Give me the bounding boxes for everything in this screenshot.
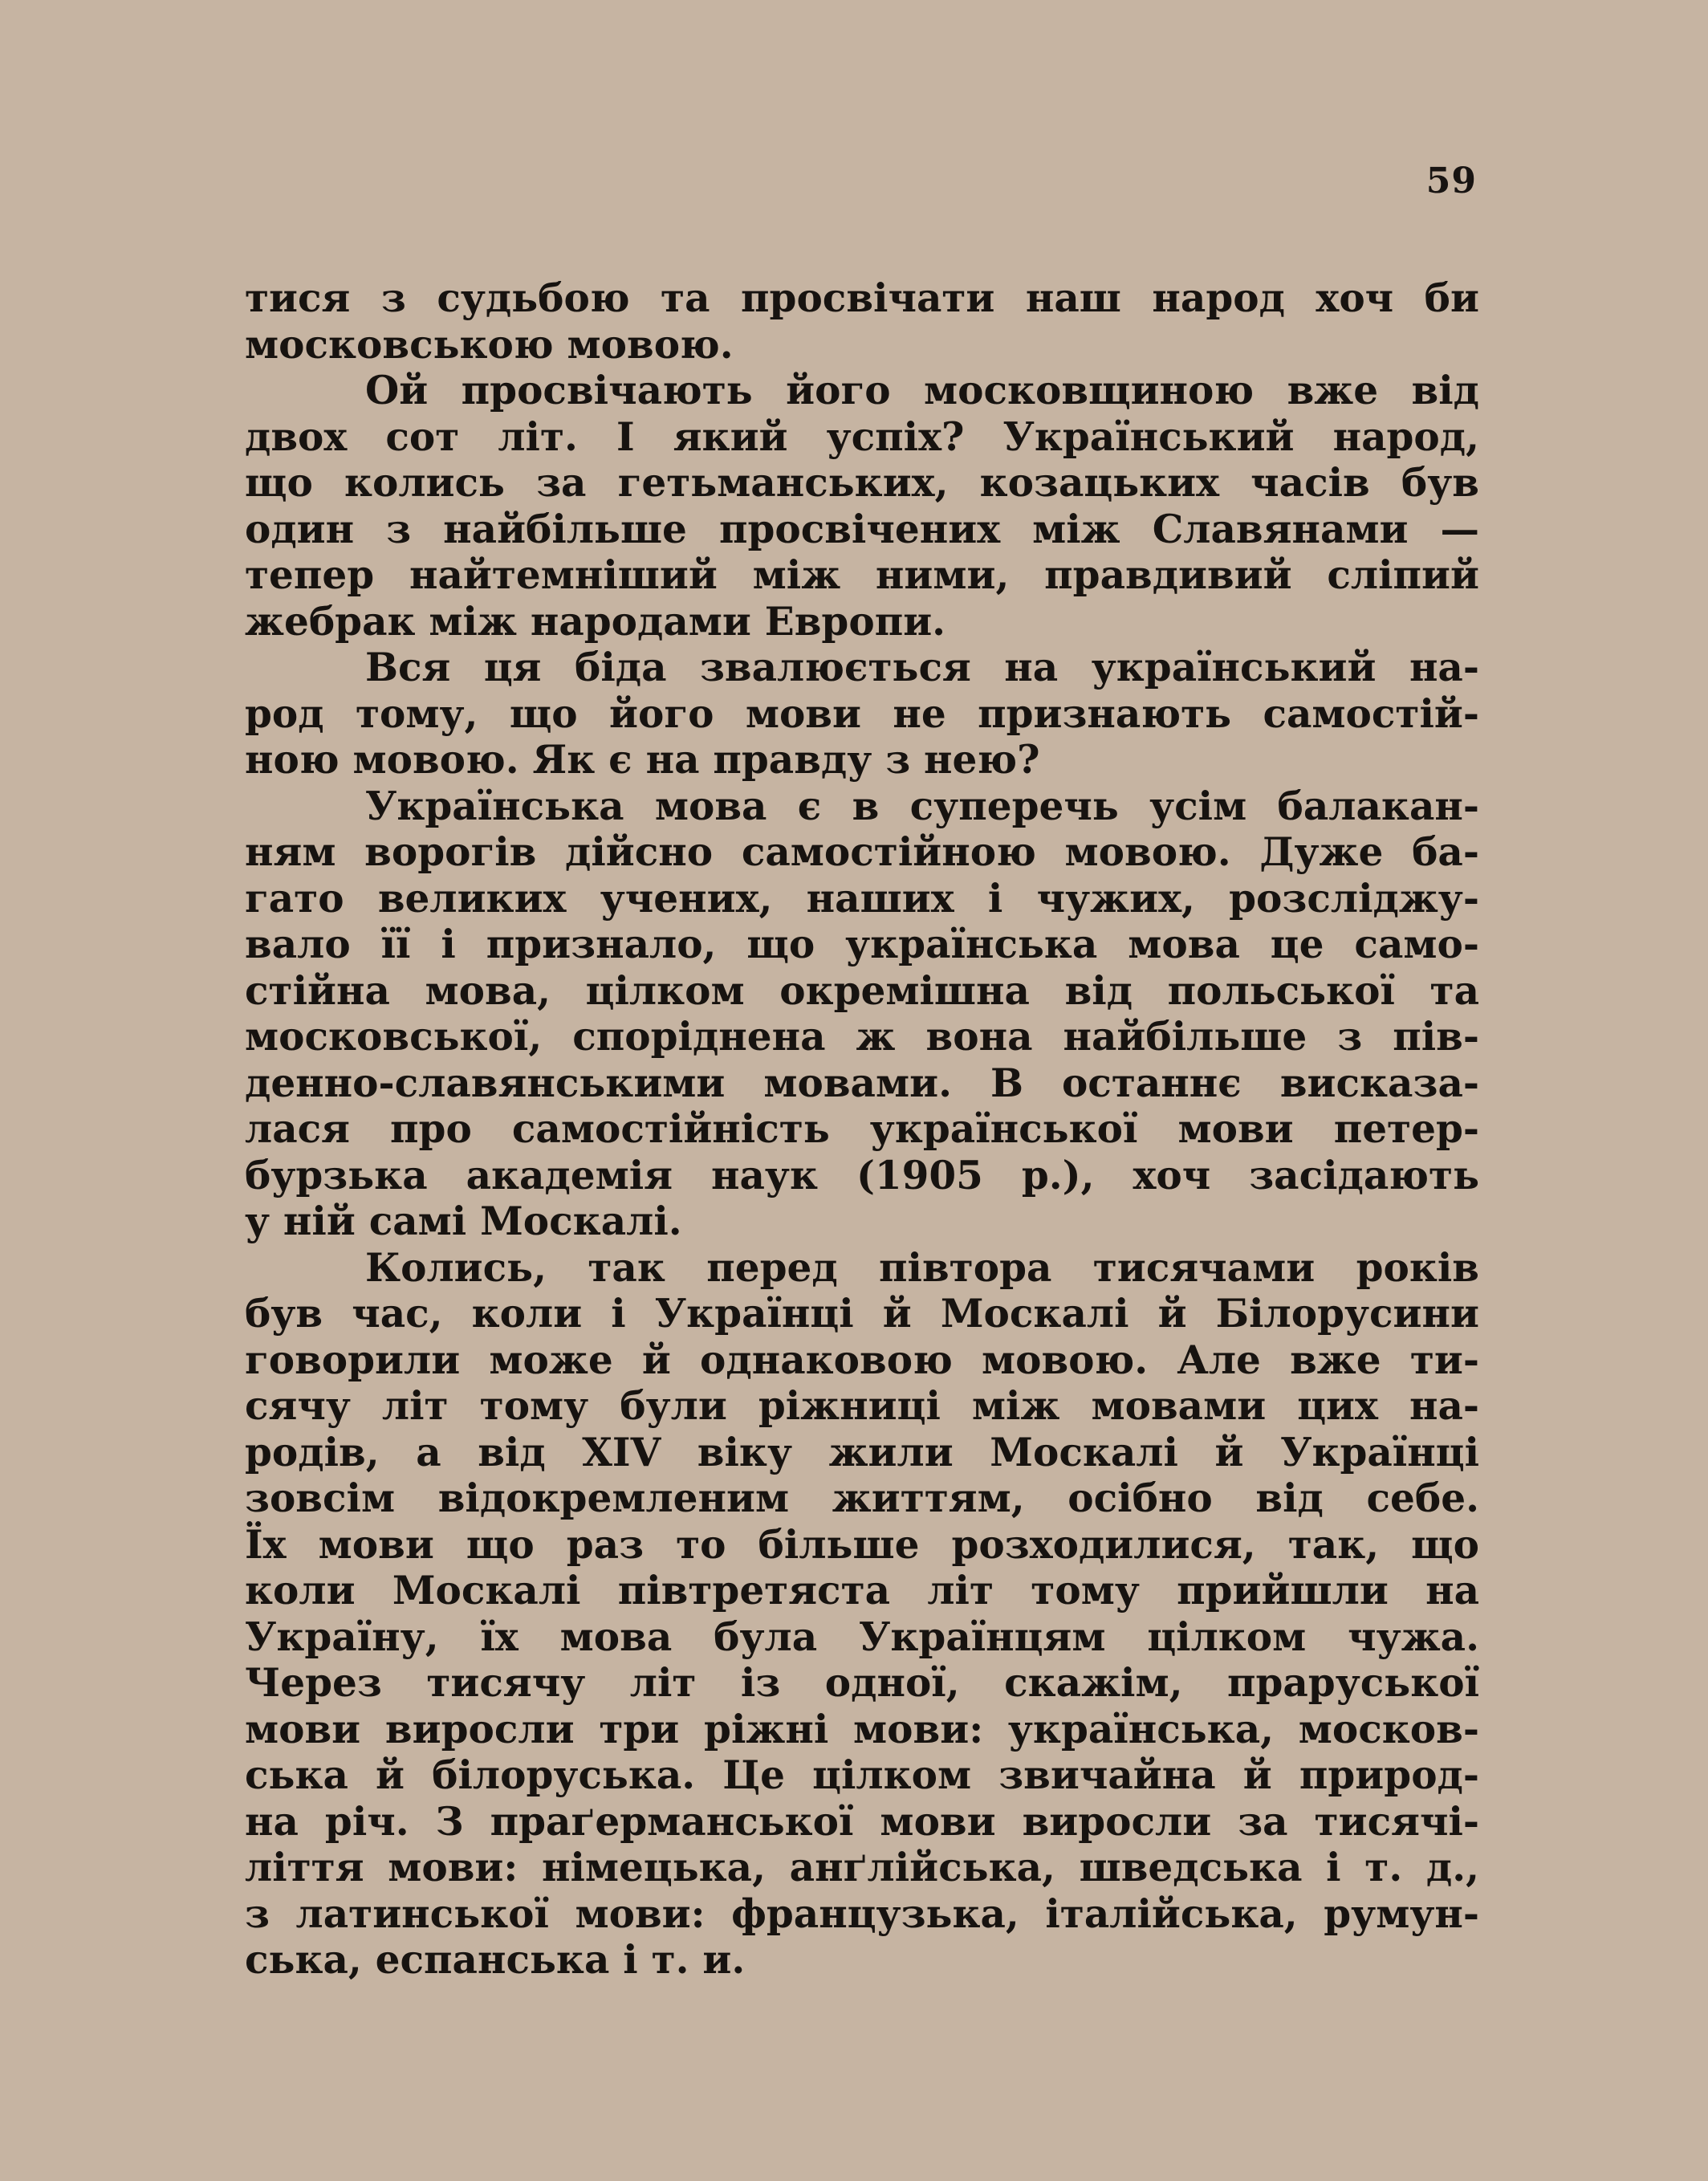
text-line: мови виросли три ріжні мови: українська, москов- [245,1706,1479,1752]
text-line: род тому, що його мови не признають самостій- [245,690,1479,737]
text-line: тися з судьбою та просвічати наш народ хоч би [245,275,1479,321]
text-line: коли Москалі півтретяста літ тому прийшли на [245,1568,1479,1613]
text-line: московською мовою. [245,321,734,368]
text-line: один з найбільше просвічених між Славянами — [245,506,1479,552]
paragraph-start-line: Колись, так перед півтора тисячами років [365,1244,1479,1291]
text-line: лася про самостійність української мови петер- [245,1106,1479,1152]
text-line: денно-славянськими мовами. В останнє висказа- [245,1060,1479,1106]
text-line: бурзька академія наук (1905 р.), хоч засідають [245,1152,1479,1198]
text-line: говорили може й однаковою мовою. Але вже ти- [245,1337,1479,1383]
text-line: тепер найтемніший між ними, правдивий сліпий [245,552,1479,598]
text-line: двох сот літ. І який успіх? Український народ, [245,413,1479,460]
text-line: ська, еспанська і т. и. [245,1937,746,1983]
text-line: Через тисячу літ із одної, скажім, праруської [245,1660,1479,1706]
text-line: був час, коли і Українці й Москалі й Білорусини [245,1291,1479,1337]
page-number: 59 [1425,161,1477,201]
text-line: ська й білоруська. Це цілком звичайна й природ- [245,1752,1479,1798]
text-line: московської, споріднена ж вона найбільше з пів- [245,1014,1479,1060]
text-line: на річ. З праґерманської мови виросли за тисячі- [245,1798,1479,1845]
paragraph-start-line: Ой просвічають його московщиною вже від [365,368,1479,413]
paragraph-start-line: Вся ця біда звалюється на український на- [365,645,1479,690]
text-line: ною мовою. Як є на правду з нею? [245,737,1040,783]
text-line: жебрак між народами Европи. [245,598,946,645]
text-line: Їх мови що раз то більше розходилися, так, що [245,1521,1479,1568]
text-line: ням ворогів дійсно самостійною мовою. Дуже ба- [245,829,1479,875]
text-line: вало її і признало, що українська мова це само- [245,922,1479,967]
text-line: що колись за гетьманських, козацьких часів був [245,460,1479,506]
text-line: у ній самі Москалі. [245,1198,682,1244]
text-line: з латинської мови: французька, італійська, румун- [245,1890,1479,1937]
text-line: сячу літ тому були ріжниці між мовами цих на- [245,1383,1479,1429]
text-line: гато великих учених, наших і чужих, розсліджу- [245,875,1479,922]
text-line: Україну, їх мова була Українцям цілком чужа. [245,1613,1479,1660]
body-text [245,275,1479,1984]
text-line: стійна мова, цілком окремішна від польської та [245,967,1479,1014]
text-line: родів, а від XIV віку жили Москалі й Українці [245,1429,1479,1475]
text-line: зовсім відокремленим життям, осібно від себе. [245,1475,1479,1521]
paragraph-start-line: Українська мова є в суперечь усім балакан- [365,783,1479,829]
text-line: ліття мови: німецька, анґлійська, шведська і т. д., [245,1845,1479,1890]
